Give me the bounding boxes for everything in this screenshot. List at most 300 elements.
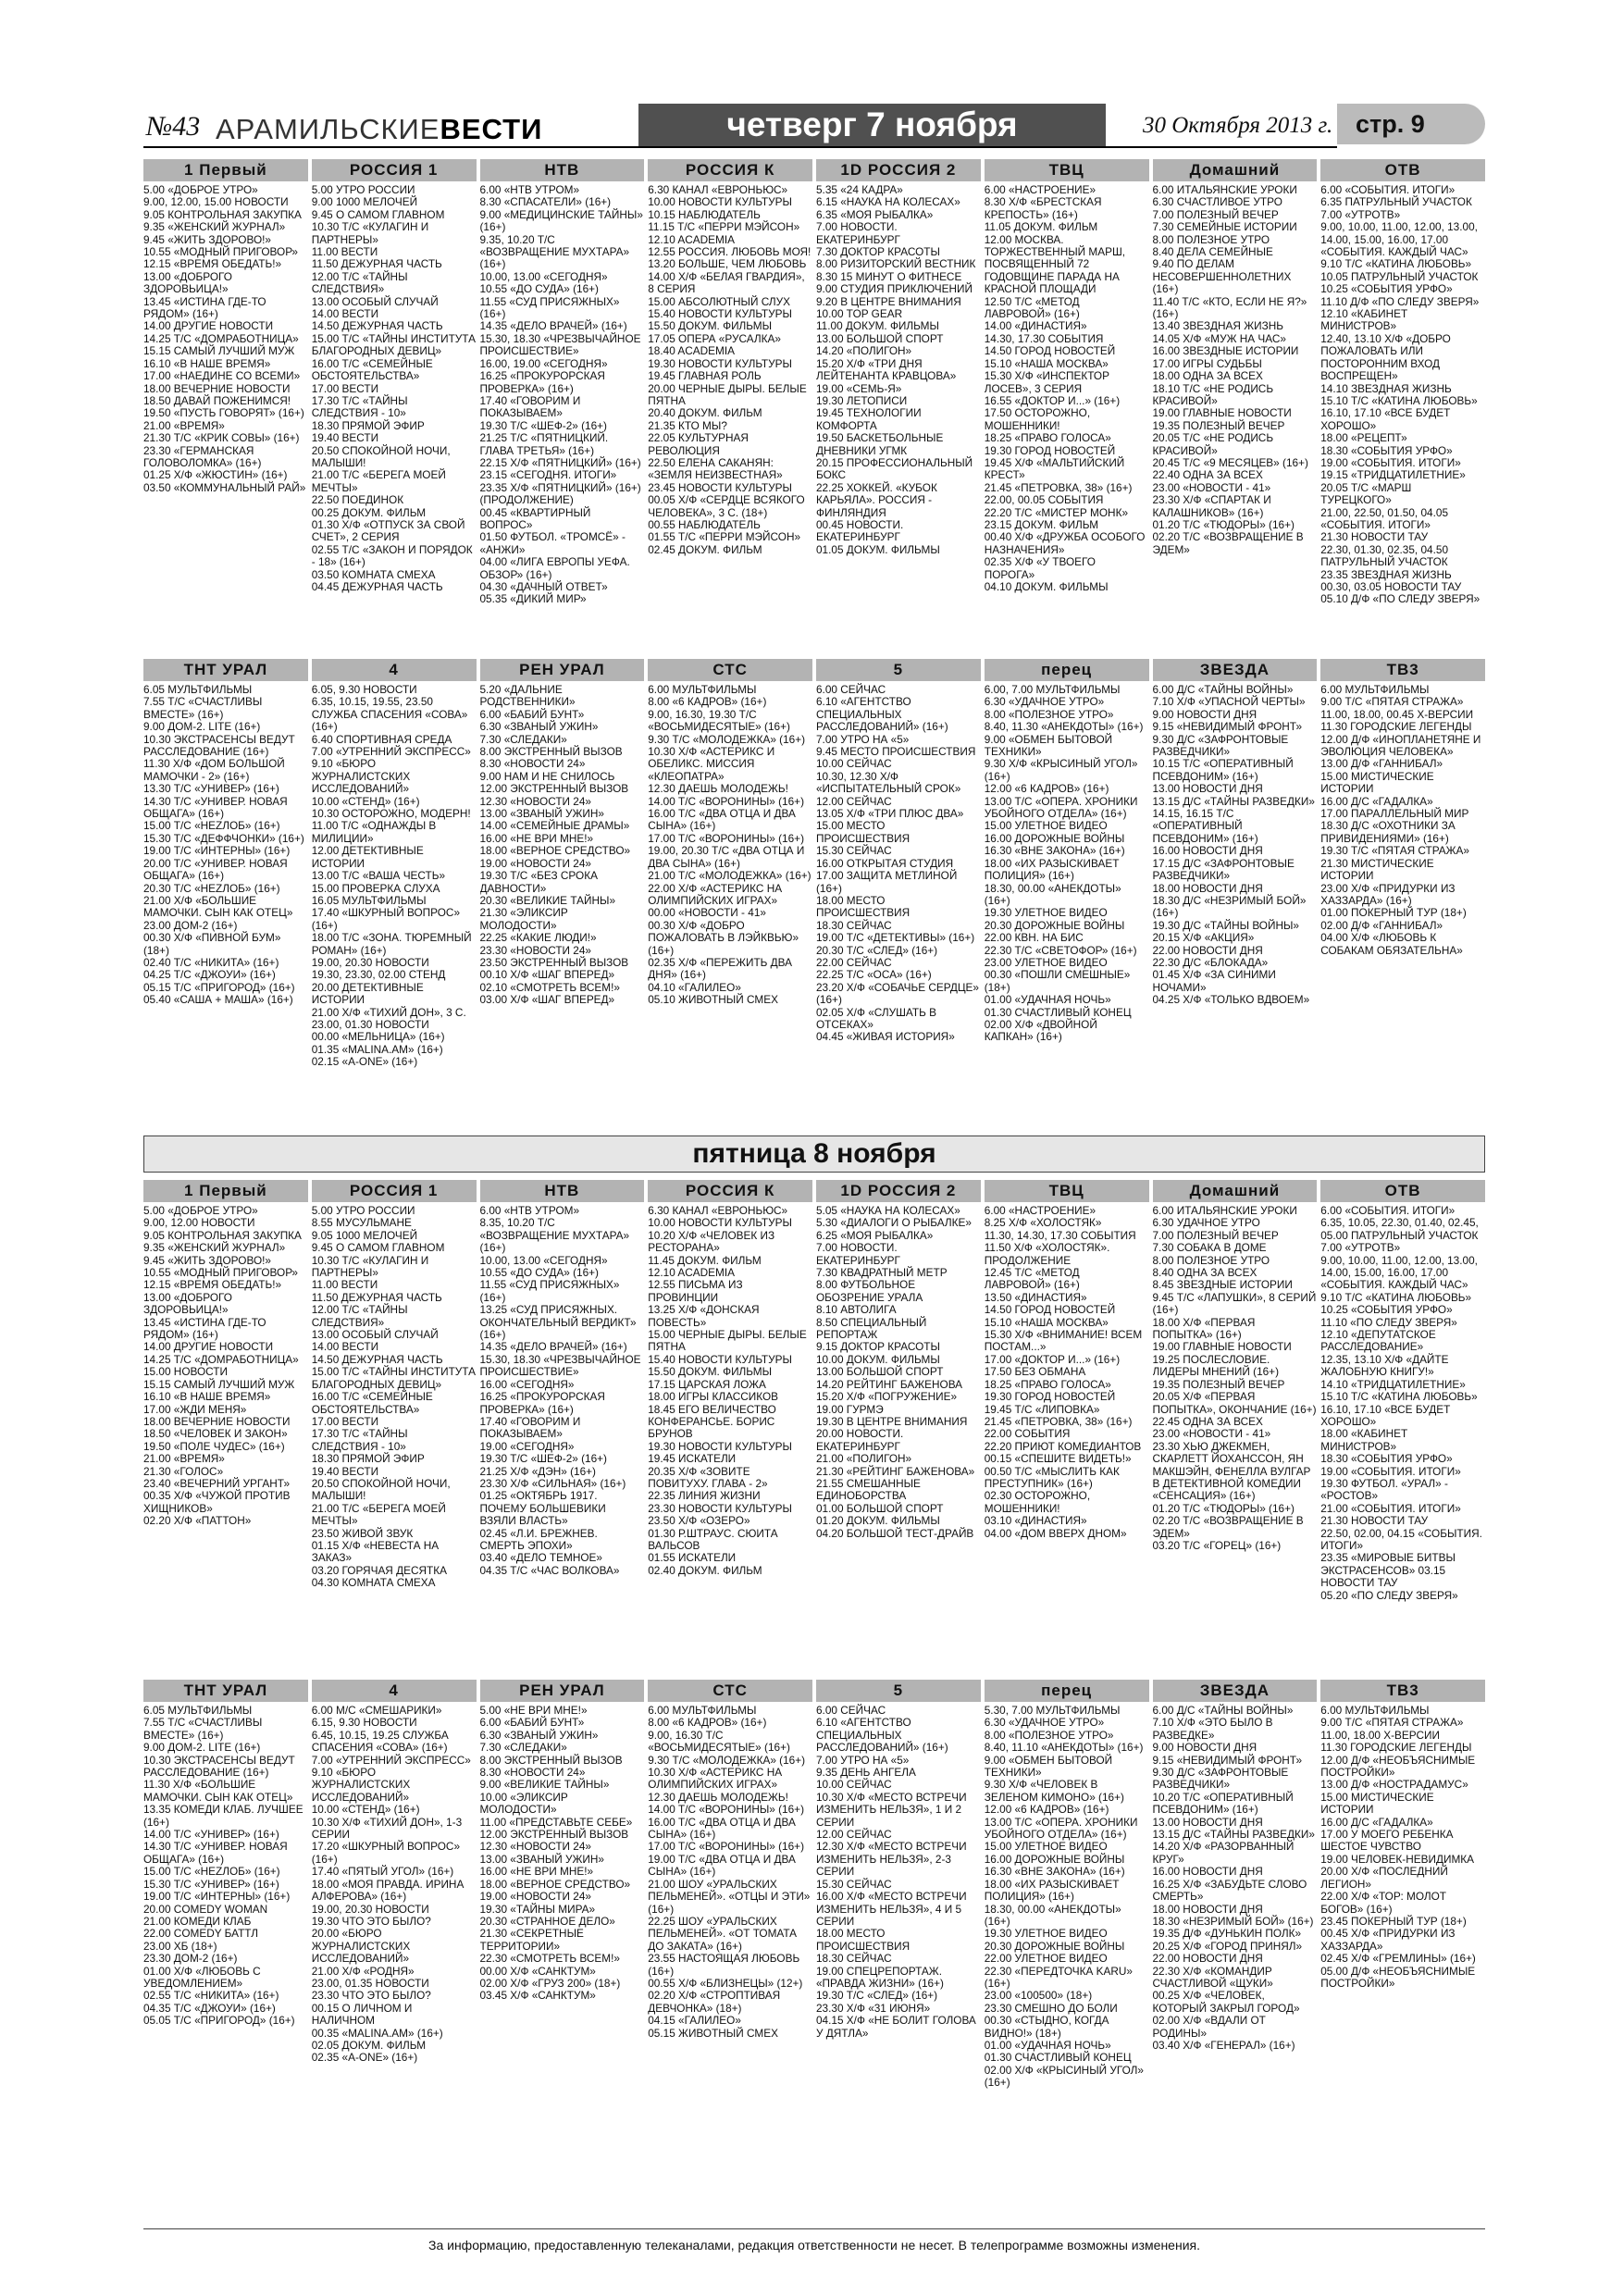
channel-logo [985,1180,1149,1202]
program-entry: 16.00 ОТКРЫТАЯ СТУДИЯ [816,856,954,870]
channel-column [1320,159,1485,655]
program-entry: 18.30, 00.00 «АНЕКДОТЫ» (16+) [984,1902,1121,1928]
program-entry: 23.35 «МИРОВЫЕ БИТВЫ ЭКСТРАСЕНСОВ» 03.15 НОВОСТИ ТАУ [1320,1551,1456,1590]
program-entry: 6.00 «НТВ УТРОМ» [479,183,580,196]
program-entry: 19.30 «ТАЙНЫ МИРА» [479,1902,596,1916]
program-entry: 22.25 Т/С «ОСА» (16+) [816,968,932,982]
program-entry: 17.00 «НАЕДИНЕ СО ВСЕМИ» [143,369,301,383]
channel-column [312,159,477,655]
program-entry: 17.15 Д/С «ЗАФРОНТОВЫЕ РАЗВЕДЧИКИ» [1152,856,1295,883]
program-entry: 02.40 Т/С «НИКИТА» (16+) [143,955,279,969]
program-entry: 5.00 «ДОБРОЕ УТРО» [143,183,258,196]
program-entry: 20.05 Т/С «МАРШ ТУРЕЦКОГО» [1320,480,1412,507]
program-entry: 20.30 ДОРОЖНЫЕ ВОЙНЫ [984,918,1125,932]
day-thursday [143,159,1485,1130]
program-entry: 19.30 ГОРОД НОВОСТЕЙ [984,443,1116,457]
program-entry: 10.30 Х/Ф «МЕСТО ВСТРЕЧИ ИЗМЕНИТЬ НЕЛЬЗЯ», 1 И 2 СЕРИИ [816,1790,967,1829]
channel-logo [816,159,981,181]
channel-logo [816,1680,981,1702]
program-entry: 15.15 САМЫЙ ЛУЧШИЙ МУЖ [143,1377,295,1391]
program-entry: 19.30 Т/С «БЕЗ СРОКА ДАВНОСТИ» [479,869,598,895]
program-entry: 9.30 Т/С «МОЛОДЕЖКА» (16+) [648,732,806,746]
program-entry: 22.30 «СМОТРЕТЬ ВСЕМ!» [479,1952,620,1966]
program-entry: 19.30 Т/С «ШЕФ-2» (16+) [479,418,607,432]
channel-name: Домашний [1189,1182,1281,1200]
program-entry: 16.30 «ВНЕ ЗАКОНА» (16+) [984,1865,1125,1879]
channel-grid-bottom [143,1680,1485,2151]
program-entry: 03.10 «ДИНАСТИЯ» [984,1514,1087,1528]
program-entry: 8.00 ПОЛЕЗНОЕ УТРО [1152,1253,1270,1267]
channel-column [480,1680,645,2151]
program-entry: 03.50 КОМНАТА СМЕХА [311,567,436,581]
program-entry: 14.20 РЕЙТИНГ БАЖЕНОВА [816,1377,963,1391]
program-entry: 18.00 Т/С «ЗОНА. ТЮРЕМНЫЙ РОМАН» (16+) [311,931,472,957]
program-entry: 19.00 «СОБЫТИЯ. ИТОГИ» [1320,1464,1461,1478]
program-entry: 22.25 «КАКИЕ ЛЮДИ!» [479,931,597,945]
program-entry: 7.00 ПОЛЕЗНЫЙ ВЕЧЕР [1152,207,1279,221]
program-entry: 10.25 «СОБЫТИЯ УРФО» [1320,282,1453,296]
program-entry: 8.00 «6 КАДРОВ» (16+) [648,695,767,709]
program-entry: 22.30 «ПЕРЕДТОЧКА KARU» (16+) [984,1964,1133,1990]
channel-logo [312,1680,477,1702]
program-entry: 02.40 ДОКУМ. ФИЛЬМ [648,1563,762,1577]
program-entry: 05.10 Д/Ф «ПО СЛЕДУ ЗВЕРЯ» [1320,592,1481,606]
channel-column [1320,1180,1485,1676]
program-entry: 7.00 УТРО НА «5» [816,732,910,746]
program-entry: 9.00, 10.00, 11.00, 12.00, 13.00, 14.00, 15.00, 16.00, 17.00 «СОБЫТИЯ. КАЖДЫЙ ЧАС» [1320,1253,1478,1292]
program-entry: 15.00 Т/С «НЕZЛОБ» (16+) [143,1865,280,1879]
program-entry: 18.00 «МОЯ ПРАВДА. ИРИНА АЛФЕРОВА» (16+) [311,1877,465,1904]
program-entry: 15.30 Т/С «ДЕФФЧОНКИ» (16+) [143,831,304,845]
program-entry: 13.00 БОЛЬШОЙ СПОРТ [816,331,944,345]
program-entry: 21.00 «СОБЫТИЯ. ИТОГИ» [1320,1501,1461,1515]
program-entry: 6.00 Д/С «ТАЙНЫ ВОЙНЫ» [1152,683,1294,696]
program-entry: 9.00 1000 МЕЛОЧЕЙ [311,195,418,209]
program-entry: 21.00, 22.50, 01.50, 04.05 «СОБЫТИЯ. ИТОГИ» [1320,505,1448,531]
program-entry: 02.45 «Л.И. БРЕЖНЕВ. СМЕРТЬ ЭПОХИ» [479,1526,598,1552]
program-entry: 15.00 МЕСТО ПРОИСШЕСТВИЯ [816,819,911,845]
program-entry: 14.20 Х/Ф «РАЗОРВАННЫЙ КРУГ» [1152,1840,1295,1866]
program-entry: 04.00 «ЛИГА ЕВРОПЫ УЕФА. ОБЗОР» (16+) [479,555,630,581]
channel-name: РОССИЯ К [685,161,775,180]
program-entry: 9.00 Т/С «ПЯТАЯ СТРАЖА» [1320,1716,1464,1730]
program-entry: 15.40 НОВОСТИ КУЛЬТУРЫ [648,307,792,321]
program-entry: 10.30 Т/С «КУЛАГИН И ПАРТНЕРЫ» [311,220,429,246]
program-entry: 00.30 Х/Ф «ДОБРО ПОЖАЛОВАТЬ В ЛЭЙКВЬЮ» (16+) [648,918,799,957]
program-entry: 20.30 «ВЕЛИКИЕ ТАЙНЫ» [479,893,615,907]
channel-logo [985,659,1149,681]
program-entry: 15.00 Т/С «НЕZЛОБ» (16+) [143,819,280,833]
program-entry: 6.00 «СОБЫТИЯ. ИТОГИ» [1320,183,1456,196]
program-entry: 02.20 Т/С «ВОЗВРАЩЕНИЕ В ЭДЕМ» [1152,530,1304,556]
program-entry: 8.30 «НОВОСТИ 24» [479,757,586,771]
program-entry: 13.00 Д/Ф «НОСТРАДАМУС» [1320,1778,1468,1792]
program-entry: 19.00 «СЕГОДНЯ» [479,1439,575,1453]
program-entry: 9.00 «МЕДИЦИНСКИЕ ТАЙНЫ» (16+) [479,207,643,234]
program-entry: 23.30 НОВОСТИ КУЛЬТУРЫ [648,1501,792,1515]
program-entry: 19.45 ИСКАТЕЛИ [648,1452,737,1466]
program-entry: 23.00, 01.35 НОВОСТИ [311,1976,429,1990]
program-entry: 14.35 «ДЕЛО ВРАЧЕЙ» (16+) [479,1340,627,1354]
program-entry: 9.45 МЕСТО ПРОИСШЕСТВИЯ [816,745,976,759]
program-entry: 14.50 ГОРОД НОВОСТЕЙ [984,1303,1116,1317]
program-entry: 16.00 Т/С «СЕМЕЙНЫЕ ОБСТОЯТЕЛЬСТВА» [311,356,433,383]
program-entry: 04.35 Т/С «ЧАС ВОЛКОВА» [479,1563,620,1577]
program-entry: 6.00 СЕЙЧАС [816,683,886,696]
program-entry: 11.40 Т/С «КТО, ЕСЛИ НЕ Я?» (16+) [1152,294,1307,321]
program-entry: 16.00 «НЕ ВРИ МНЕ!» [479,831,594,845]
program-entry: 21.30 НОВОСТИ ТАУ [1320,1514,1429,1528]
program-entry: 15.00 МИСТИЧЕСКИЕ ИСТОРИИ [1320,769,1434,796]
program-entry: 19.00, 20.30 НОВОСТИ [311,1902,429,1916]
program-entry: 9.00 НОВОСТИ ДНЯ [1152,707,1258,721]
program-entry: 15.10 Т/С «КАТИНА ЛЮБОВЬ» [1320,1390,1478,1404]
program-entry: 02.35 Х/Ф «У ТВОЕГО ПОРОГА» [984,555,1096,581]
program-entry: 22.35 ЛИНИЯ ЖИЗНИ [648,1489,761,1503]
channel-logo [312,159,477,181]
program-entry: 15.30 СЕЙЧАС [816,844,892,858]
channel-name: 1D РОССИЯ 2 [840,1182,957,1200]
program-entry: 10.30 ЭКСТРАСЕНСЫ ВЕДУТ РАССЛЕДОВАНИЕ (16+) [143,732,295,759]
program-entry: 13.00 БОЛЬШОЙ СПОРТ [816,1365,944,1379]
program-entry: 16.10, 17.10 «ВСЕ БУДЕТ ХОРОШО» [1320,406,1451,432]
program-entry: 23.00 «НОВОСТИ - 41» [1152,480,1271,494]
program-entry: 5.30, 7.00 МУЛЬТФИЛЬМЫ [984,1704,1121,1717]
program-entry: 13.35 КОМЕДИ КЛАБ. ЛУЧШЕЕ (16+) [143,1803,304,1829]
program-entry: 12.10 «КАБИНЕТ МИНИСТРОВ» [1320,307,1408,333]
program-entry: 15.20 Х/Ф «ТРИ ДНЯ ЛЕЙТЕНАНТА КРАВЦОВА» [816,356,957,383]
program-entry: 9.00, 16.30 Т/С «ВОСЬМИДЕСЯТЫЕ» (16+) [648,1728,790,1755]
program-entry: 8.30 «СПАСАТЕЛИ» (16+) [479,195,612,209]
program-entry: 10.25 «СОБЫТИЯ УРФО» [1320,1303,1453,1317]
channel-column [648,159,812,655]
program-entry: 11.00 ВЕСТИ [311,245,378,259]
program-entry: 7.55 Т/С «СЧАСТЛИВЫ ВМЕСТЕ» (16+) [143,695,263,721]
program-entry: 22.25 ШОУ «УРАЛЬСКИХ ПЕЛЬМЕНЕЙ». «ОТ ТОМАТА ДО ЗАКАТА» (16+) [648,1914,798,1953]
channel-name: РОССИЯ 1 [349,1182,439,1200]
program-entry: 20.15 Х/Ф «АКЦИЯ» [1152,931,1255,945]
program-entry: 16.25 Х/Ф «ЗАБУДЬТЕ СЛОВО СМЕРТЬ» [1152,1877,1307,1904]
program-entry: 18.30 Д/С «ОХОТНИКИ ЗА ПРИВИДЕНИЯМИ» (16+) [1320,819,1456,845]
program-entry: 15.50 ДОКУМ. ФИЛЬМЫ [648,1365,773,1379]
channel-logo [816,659,981,681]
program-entry: 7.00 «УТРОТВ» [1320,207,1401,221]
program-entry: 9.00, 10.00, 11.00, 12.00, 13.00, 14.00, 15.00, 16.00, 17.00 «СОБЫТИЯ. КАЖДЫЙ ЧАС» [1320,220,1478,259]
program-entry: 8.00 ФУТБОЛЬНОЕ ОБОЗРЕНИЕ УРАЛА [816,1278,923,1304]
program-entry: 18.00 НОВОСТИ ДНЯ [1152,881,1263,895]
program-entry: 7.00 ПОЛЕЗНЫЙ ВЕЧЕР [1152,1228,1279,1242]
program-entry: 20.00 «БЮРО ЖУРНАЛИСТСКИХ ИССЛЕДОВАНИЙ» [311,1927,411,1966]
program-entry: 01.20 Т/С «ТЮДОРЫ» (16+) [1152,1501,1295,1515]
program-entry: 23.30 ДОМ-2 (16+) [143,1952,238,1966]
program-entry: 12.00 СЕЙЧАС [816,1828,892,1842]
program-entry: 18.00 Х/Ф «ПЕРВАЯ ПОПЫТКА» (16+) [1152,1315,1256,1342]
program-entry: 20.30 ДОРОЖНЫЕ ВОЙНЫ [984,1939,1125,1953]
program-entry: 19.00, 20.30 НОВОСТИ [311,955,429,969]
program-entry: 00.05 Х/Ф «СЕРДЦЕ ВСЯКОГО ЧЕЛОВЕКА», 3 С. (18+) [648,493,805,519]
program-entry: 6.00 «БАБИЙ БУНТ» [479,1716,585,1730]
program-entry: 17.50 ОСТОРОЖНО, МОШЕННИКИ! [984,406,1091,432]
program-entry: 12.30 ДАЕШЬ МОЛОДЕЖЬ! [648,782,788,796]
program-entry: 6.10 «АГЕНТСТВО СПЕЦИАЛЬНЫХ РАССЛЕДОВАНИЙ» (16+) [816,695,948,734]
program-entry: 12.30 ДАЕШЬ МОЛОДЕЖЬ! [648,1790,788,1804]
program-entry: 22.00 СЕЙЧАС [816,955,892,969]
program-entry: 00.55 НАБЛЮДАТЕЛЬ [648,517,761,531]
program-entry: 10.00 «СТЕНД» (16+) [311,1803,420,1817]
program-entry: 18.30, 00.00 «АНЕКДОТЫ» (16+) [984,881,1121,907]
program-entry: 00.45 «КВАРТИРНЫЙ ВОПРОС» [479,505,591,531]
program-entry: 16.00 Т/С «ДВА ОТЦА И ДВА СЫНА» (16+) [648,1815,796,1842]
program-entry: 02.55 Т/С «НИКИТА» (16+) [143,1989,279,2003]
channel-logo [143,159,308,181]
program-entry: 6.15 «НАУКА НА КОЛЕСАХ» [816,195,960,209]
program-entry: 12.30 Х/Ф «МЕСТО ВСТРЕЧИ ИЗМЕНИТЬ НЕЛЬЗЯ», 2-3 СЕРИИ [816,1840,967,1879]
channel-grid-bottom [143,659,1485,1130]
program-entry: 9.00 НОВОСТИ ДНЯ [1152,1741,1258,1755]
program-entry: 6.30 УДАЧНОЕ УТРО [1152,1216,1260,1230]
program-entry: 21.00 ШОУ «УРАЛЬСКИХ ПЕЛЬМЕНЕЙ». «ОТЦЫ И ЭТИ» (16+) [648,1877,811,1916]
program-entry: 5.30 «ДИАЛОГИ О РЫБАЛКЕ» [816,1216,972,1230]
channel-name: 1 Первый [184,1182,267,1200]
program-entry: 8.00 «ПОЛЕЗНОЕ УТРО» [984,1728,1114,1742]
program-entry: 17.30 Т/С «ТАЙНЫ СЛЕДСТВИЯ - 10» [311,1427,408,1453]
program-entry: 15.00 МИСТИЧЕСКИЕ ИСТОРИИ [1320,1790,1434,1817]
program-entry: 13.00 Т/С «ОПЕРА. ХРОНИКИ УБОЙНОГО ОТДЕЛА» (16+) [984,1815,1138,1842]
program-entry: 02.20 Х/Ф «ПАТТОН» [143,1514,252,1528]
program-entry: 22.05 КУЛЬТУРНАЯ РЕВОЛЮЦИЯ [648,431,749,457]
program-entry: 22.50 ПОЕДИНОК [311,493,404,507]
program-entry: 12.45 Т/С «МЕТОД ЛАВРОВОЙ» (16+) [984,1266,1080,1292]
program-entry: 21.00 Х/Ф «БОЛЬШИЕ МАМОЧКИ. СЫН КАК ОТЕЦ» [143,893,293,920]
program-entry: 6.35 ПАТРУЛЬНЫЙ УЧАСТОК [1320,195,1472,209]
program-entry: 03.20 ГОРЯЧАЯ ДЕСЯТКА [311,1563,447,1577]
program-entry: 6.00 «БАБИЙ БУНТ» [479,707,585,721]
program-entry: 22.00 Х/Ф «ТОР: МОЛОТ БОГОВ» (16+) [1320,1890,1447,1916]
program-entry: 02.00 Д/Ф «ГАННИБАЛ» [1320,918,1443,932]
program-entry: 17.00 ИГРЫ СУДЬБЫ [1152,356,1262,370]
program-entry: 16.00 ДОРОЖНЫЕ ВОЙНЫ [984,1852,1125,1866]
program-entry: 19.35 Д/Ф «ДУНЬКИН ПОЛК» [1152,1927,1302,1941]
program-entry: 01.45 Х/Ф «ЗА СИНИМИ НОЧАМИ» [1152,968,1276,994]
program-entry: 16.00 ДОРОЖНЫЕ ВОЙНЫ [984,831,1125,845]
program-entry: 00.15 О ЛИЧНОМ И НАЛИЧНОМ [311,2001,413,2028]
program-entry: 01.00 «УДАЧНАЯ НОЧЬ» [984,993,1111,1007]
program-entry: 6.30 «УДАЧНОЕ УТРО» [984,695,1105,709]
program-entry: 14.15, 16.15 Т/С «ОПЕРАТИВНЫЙ ПСЕВДОНИМ» (16+) [1152,807,1258,845]
program-entry: 16.25 «ПРОКУРОРСКАЯ ПРОВЕРКА» (16+) [479,1390,605,1416]
channel-logo [1320,1180,1485,1202]
channel-column [1153,659,1318,1130]
channel-column [480,159,645,655]
program-entry: 16.00 «НЕ ВРИ МНЕ!» [479,1865,594,1879]
channel-column [816,659,981,1130]
program-entry: 14.10 ЗВЕЗДНАЯ ЖИЗНЬ [1320,381,1452,395]
channel-column [143,1680,308,2151]
program-entry: 14.35 «ДЕЛО ВРАЧЕЙ» (16+) [479,319,627,333]
program-entry: 12.35, 13.10 Х/Ф «ДАЙТЕ ЖАЛОБНУЮ КНИГУ!» [1320,1352,1449,1379]
program-entry: 19.30, 23.30, 02.00 СТЕНД [311,968,446,982]
program-entry: 11.55 «СУД ПРИСЯЖНЫХ» (16+) [479,294,620,321]
program-entry: 23.55 НАСТОЯЩАЯ ЛЮБОВЬ (16+) [648,1952,800,1978]
program-entry: 10.00, 13.00 «СЕГОДНЯ» [479,269,608,283]
channel-logo [1153,659,1318,681]
program-entry: 15.00 ЧЕРНЫЕ ДЫРЫ. БЕЛЫЕ ПЯТНА [648,1328,807,1354]
program-entry: 10.15 НАБЛЮДАТЕЛЬ [648,207,761,221]
program-entry: 17.40 «ГОВОРИМ И ПОКАЗЫВАЕМ» [479,1414,581,1441]
program-entry: 00.00 «НОВОСТИ - 41» [648,906,766,920]
program-entry: 22.00 КВН. НА БИС [984,931,1084,945]
channel-logo [1320,159,1485,181]
program-entry: 01.30 Р.ШТРАУС. СЮИТА ВАЛЬСОВ [648,1526,778,1552]
program-entry: 12.10 ACADEMIA [648,232,736,246]
program-entry: 14.00 Т/С «УНИВЕР» (16+) [143,1828,279,1842]
channel-logo [143,1180,308,1202]
program-entry: 00.30, 03.05 НОВОСТИ ТАУ [1320,580,1462,593]
channel-logo [1320,659,1485,681]
channel-column [816,1680,981,2151]
program-entry: 04.15 «ГАЛИЛЕО» [648,2014,741,2028]
program-entry: 19.30 Т/С «СЛЕД» (16+) [816,1989,938,2003]
program-entry: 16.25 «ПРОКУРОРСКАЯ ПРОВЕРКА» (16+) [479,369,605,395]
program-entry: 23.50 Х/Ф «ОЗЕРО» [648,1514,750,1528]
program-entry: 9.45 Т/С «ЛАПУШКИ», 8 СЕРИЙ (16+) [1152,1290,1317,1317]
program-entry: 21.00 Т/С «БЕРЕГА МОЕЙ МЕЧТЫ» [311,468,446,494]
program-entry: 12.00 «6 КАДРОВ» (16+) [984,782,1109,796]
program-entry: 11.30 Х/Ф «БОЛЬШИЕ МАМОЧКИ. СЫН КАК ОТЕЦ» [143,1778,293,1804]
program-entry: 12.00 Д/Ф «ИНОПЛАНЕТЯНЕ И ЭВОЛЮЦИЯ ЧЕЛОВЕКА» [1320,732,1481,759]
program-entry: 9.45 «ЖИТЬ ЗДОРОВО!» [143,1253,271,1267]
program-entry: 12.55 ПИСЬМА ИЗ ПРОВИНЦИИ [648,1278,743,1304]
program-entry: 01.25 «ОКТЯБРЬ 1917. ПОЧЕМУ БОЛЬШЕВИКИ ВЗЯЛИ ВЛАСТЬ» [479,1489,606,1528]
program-entry: 10.00 НОВОСТИ КУЛЬТУРЫ [648,195,792,209]
program-entry: 10.30 ОСТОРОЖНО, МОДЕРН! [311,807,471,821]
channel-name: НТВ [544,161,580,180]
program-entry: 16.30 «ВНЕ ЗАКОНА» (16+) [984,844,1125,858]
program-entry: 17.00 ЗАЩИТА МЕТЛИНОЙ (16+) [816,869,958,895]
program-entry: 6.30 КАНАЛ «ЕВРОНЬЮС» [648,1204,788,1217]
channel-logo [143,1680,308,1702]
channel-grid-top [143,159,1485,655]
program-entry: 20.05 Т/С «НЕ РОДИСЬ КРАСИВОЙ» [1152,431,1274,457]
program-entry: 14.30 Т/С «УНИВЕР. НОВАЯ ОБЩАГА» (16+) [143,794,288,821]
program-entry: 17.15 ЦАРСКАЯ ЛОЖА [648,1377,766,1391]
program-entry: 00.35 Х/Ф «ЧУЖОЙ ПРОТИВ ХИЩНИКОВ» [143,1489,291,1515]
program-entry: 15.30, 18.30 «ЧРЕЗВЫЧАЙНОЕ ПРОИСШЕСТВИЕ» [479,331,641,358]
channel-column [312,659,477,1130]
newspaper-title-bold: ВЕСТИ [440,113,543,145]
program-entry: 01.00 «УДАЧНАЯ НОЧЬ» [984,2038,1111,2052]
program-entry: 10.55 «МОДНЫЙ ПРИГОВОР» [143,1266,298,1280]
program-entry: 6.30 «УДАЧНОЕ УТРО» [984,1716,1105,1730]
program-entry: 6.00 «НТВ УТРОМ» [479,1204,580,1217]
program-entry: 01.30 СЧАСТЛИВЫЙ КОНЕЦ [984,1005,1132,1019]
program-entry: 18.30 «НЕЗРИМЫЙ БОЙ» (16+) [1152,1914,1314,1928]
program-entry: 15.10 «НАША МОСКВА» [984,1315,1109,1329]
program-entry: 00.30 Х/Ф «ПИВНОЙ БУМ» (18+) [143,931,281,957]
program-entry: 18.00 «РЕЦЕПТ» [1320,431,1407,445]
program-entry: 7.00 НОВОСТИ. ЕКАТЕРИНБУРГ [816,220,900,246]
program-entry: 6.40 СПОРТИВНАЯ СРЕДА [311,732,452,746]
program-entry: 23.50 ЭКСТРЕННЫЙ ВЫЗОВ [479,955,629,969]
program-entry: 19.50 «ПУСТЬ ГОВОРЯТ» (16+) [143,406,304,420]
program-entry: 22.20 Т/С «МИСТЕР МОНК» [984,505,1128,519]
program-entry: 11.10 «ПО СЛЕДУ ЗВЕРЯ» [1320,1315,1457,1329]
program-entry: 03.50 «КОММУНАЛЬНЫЙ РАЙ» [143,480,306,494]
program-entry: 20.00 Т/С «УНИВЕР. НОВАЯ ОБЩАГА» (16+) [143,856,288,883]
program-entry: 14.00 «ДИНАСТИЯ» [984,319,1087,333]
program-entry: 9.20 В ЦЕНТРЕ ВНИМАНИЯ [816,294,961,308]
program-entry: 04.35 Т/С «ДЖОУИ» (16+) [143,2001,276,2015]
program-entry: 6.30 КАНАЛ «ЕВРОНЬЮС» [648,183,788,196]
program-entry: 19.35 ПОЛЕЗНЫЙ ВЕЧЕР [1152,418,1285,432]
program-entry: 9.10 «БЮРО ЖУРНАЛИСТСКИХ ИССЛЕДОВАНИЙ» [311,1766,411,1804]
program-entry: 11.00 «ПРЕДСТАВЬТЕ СЕБЕ» [479,1815,633,1829]
program-entry: 6.00 МУЛЬТФИЛЬМЫ [1320,1704,1430,1717]
day-heading-friday: пятница 8 ноября [143,1136,1485,1173]
program-entry: 00.30 «СТЫДНО, КОГДА ВИДНО!» (18+) [984,2014,1109,2040]
program-entry: 13.00 Т/С «ВАША ЧЕСТЬ» [311,869,446,883]
program-entry: 6.00 М/С «СМЕШАРИКИ» [311,1704,442,1717]
program-entry: 11.00, 18.00, 00.45 Х-ВЕРСИИ [1320,707,1474,721]
program-entry: 04.20 БОЛЬШОЙ ТЕСТ-ДРАЙВ [816,1526,974,1540]
channel-column [143,1180,308,1676]
program-entry: 9.10 Т/С «КАТИНА ЛЮБОВЬ» [1320,1290,1472,1304]
program-entry: 9.15 ДОКТОР КРАСОТЫ [816,1340,940,1354]
program-entry: 13.15 Д/С «ТАЙНЫ РАЗВЕДКИ» [1152,1828,1315,1842]
program-entry: 18.50 ДАВАЙ ПОЖЕНИМСЯ! [143,393,291,407]
program-entry: 18.00 ОДНА ЗА ВСЕХ [1152,369,1263,383]
program-entry: 13.00 «ДОБРОГО ЗДОРОВЬИЦА!» [143,1290,232,1317]
issue-number: №43 [146,111,201,142]
program-entry: 13.30 Т/С «УНИВЕР» (16+) [143,782,279,796]
program-entry: 10.00 ДОКУМ. ФИЛЬМЫ [816,1352,940,1366]
program-entry: 05.35 «ДИКИЙ МИР» [479,592,587,606]
program-entry: 02.20 Х/Ф «СТРОПТИВАЯ ДЕВЧОНКА» (18+) [648,1989,781,2015]
program-entry: 13.40 ЗВЕЗДНАЯ ЖИЗНЬ [1152,319,1283,333]
program-entry: 9.00 «ВЕЛИКИЕ ТАЙНЫ» [479,1778,610,1792]
program-entry: 01.00 БОЛЬШОЙ СПОРТ [816,1501,944,1515]
program-entry: 13.50 «ДИНАСТИЯ» [984,1290,1087,1304]
program-entry: 23.30 «ГЕРМАНСКАЯ ГОЛОВОЛОМКА» (16+) [143,443,262,469]
program-entry: 11.15 Т/С «ПЕРРИ МЭЙСОН» [648,220,800,234]
program-entry: 16.00 Х/Ф «МЕСТО ВСТРЕЧИ ИЗМЕНИТЬ НЕЛЬЗЯ», 4 И 5 СЕРИИ [816,1890,967,1928]
program-entry: 00.40 Х/Ф «ДРУЖБА ОСОБОГО НАЗНАЧЕНИЯ» [984,530,1146,556]
channel-column [985,159,1149,655]
program-entry: 10.15 Т/С «ОПЕРАТИВНЫЙ ПСЕВДОНИМ» (16+) [1152,757,1294,783]
channel-name: 1D РОССИЯ 2 [840,161,957,180]
program-entry: 5.00 УТРО РОССИИ [311,183,415,196]
program-entry: 05.05 Т/С «ПРИГОРОД» (16+) [143,2014,295,2028]
channel-column [816,1180,981,1676]
program-entry: 17.00 ВЕСТИ [311,381,379,395]
program-entry: 10.30, 12.30 Х/Ф «ИСПЫТАТЕЛЬНЫЙ СРОК» [816,769,961,796]
channel-name: СТС [712,1682,748,1700]
program-entry: 01.35 «MALINA.AM» (16+) [311,1042,443,1056]
program-entry: 22.30 Д/С «БЛОКАДА» [1152,955,1269,969]
channel-logo [648,1180,812,1202]
program-entry: 9.10 «БЮРО ЖУРНАЛИСТСКИХ ИССЛЕДОВАНИЙ» [311,757,411,796]
program-entry: 14.00 ДРУГИЕ НОВОСТИ [143,319,274,333]
program-entry: 23.40 «ВЕЧЕРНИЙ УРГАНТ» [143,1476,291,1490]
program-entry: 6.00 «НАСТРОЕНИЕ» [984,1204,1096,1217]
program-entry: 19.00 Т/С «ДВА ОТЦА И ДВА СЫНА» (16+) [648,1852,796,1879]
program-entry: 10.00 НОВОСТИ КУЛЬТУРЫ [648,1216,792,1230]
program-entry: 19.00 Т/С «ИНТЕРНЫ» (16+) [143,1890,291,1904]
program-entry: 23.35 ЗВЕЗДНАЯ ЖИЗНЬ [1320,567,1452,581]
program-entry: 19.30 УЛЕТНОЕ ВИДЕО [984,906,1108,920]
program-entry: 9.15 «НЕВИДИМЫЙ ФРОНТ» [1152,1753,1303,1767]
program-entry: 01.50 ФУТБОЛ. «ТРОМСЁ» - «АНЖИ» [479,530,626,556]
